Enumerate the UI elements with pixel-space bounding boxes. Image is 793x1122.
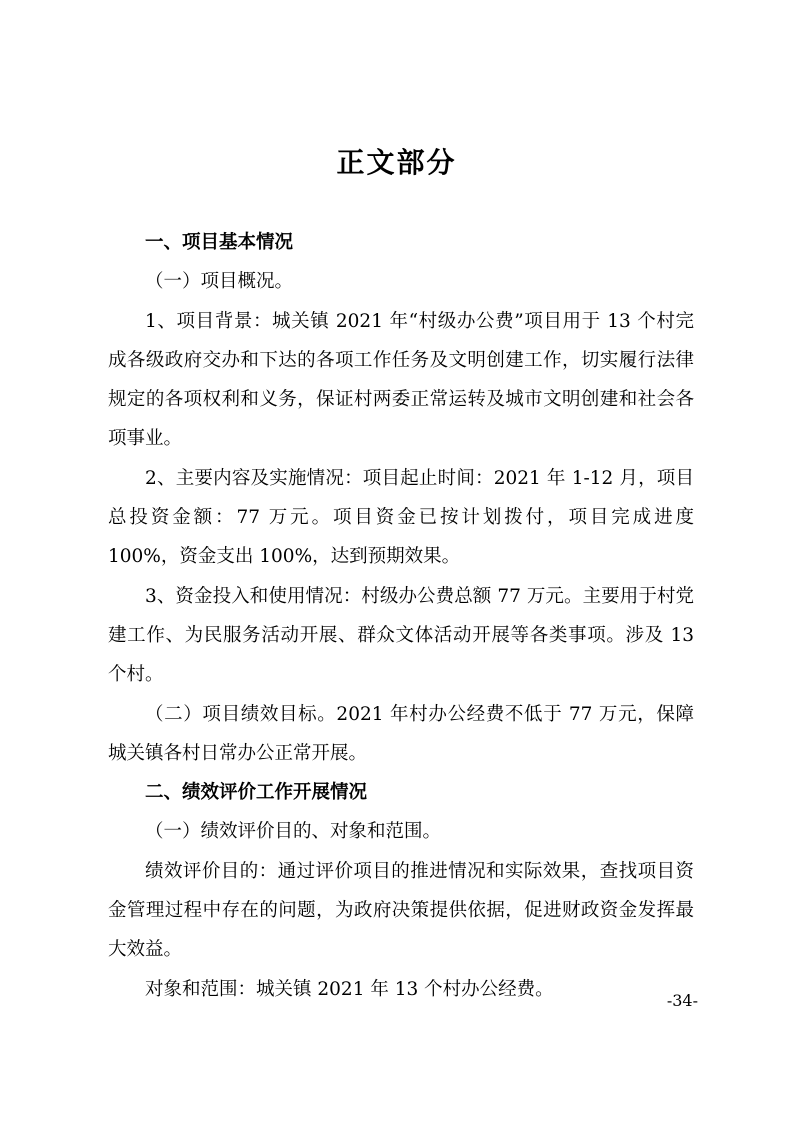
document-body: [108, 223, 694, 1009]
paragraph-funding-usage: 3、资金投入和使用情况：村级办公费总额 77 万元。主要用于村党建工作、为民服务活动开展、群众文体活动开展等各类事项。涉及 13 个村。: [108, 585, 694, 686]
paragraph-object-range: 对象和范围：城关镇 2021 年 13 个村办公经费。: [145, 978, 554, 1000]
paragraph-evaluation-purpose: 绩效评价目的：通过评价项目的推进情况和实际效果，查找项目资金管理过程中存在的问题，为政府决策提供依据，促进财政资金发挥最大效益。: [108, 860, 694, 961]
page-number: -34-: [666, 991, 698, 1010]
paragraph-implementation: 2、主要内容及实施情况：项目起止时间：2021 年 1-12 月，项目总投资金额：77 万元。项目资金已按计划拨付，项目完成进度 100%，资金支出 100%，达到预期效果。: [108, 467, 694, 568]
paragraph-project-background: 1、项目背景：城关镇 2021 年“村级办公费”项目用于 13 个村完成各级政府交办和下达的各项工作任务及文明创建工作，切实履行法律规定的各项权利和义务，保证村两委正常运转及城市文明创建和社会各项事业。: [108, 310, 694, 450]
section-heading-1: 一、项目基本情况: [145, 232, 294, 253]
paragraph-performance-goal: （二）项目绩效目标。2021 年村办公经费不低于 77 万元，保障城关镇各村日常办公正常开展。: [108, 703, 694, 764]
document-title: 正文部分: [336, 146, 457, 179]
paragraph-project-overview: （一）项目概况。: [145, 271, 294, 293]
paragraph-evaluation-scope: （一）绩效评价目的、对象和范围。: [145, 821, 442, 843]
section-heading-2: 二、绩效评价工作开展情况: [145, 782, 368, 804]
